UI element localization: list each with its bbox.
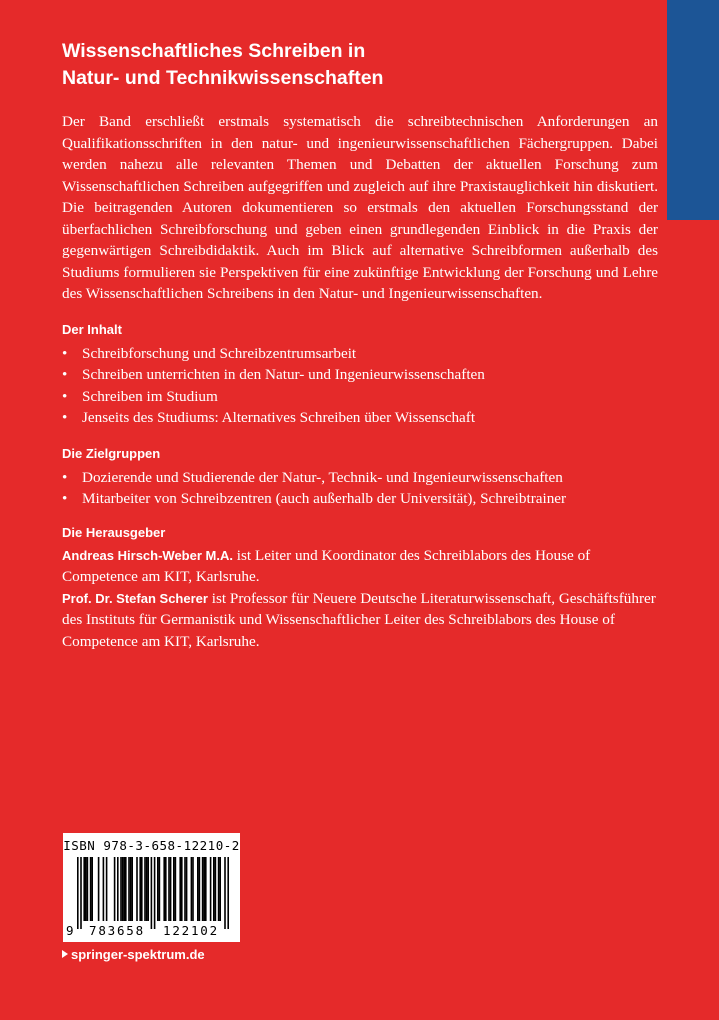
bullet-icon: • [62, 490, 68, 507]
barcode-bar [98, 857, 100, 921]
barcode-bar [205, 857, 207, 921]
website-label: springer-spektrum.de [71, 947, 205, 962]
contents-list [62, 343, 658, 429]
barcode-bar [197, 857, 199, 921]
list-item: • Schreibforschung und Schreibzentrumsarbeit [62, 343, 658, 365]
barcode-bar [192, 857, 194, 921]
barcode-bar [199, 857, 201, 921]
barcode-bar [173, 857, 175, 921]
arrow-right-icon [62, 950, 68, 958]
barcode-bar [144, 857, 146, 921]
barcode-bar [103, 857, 105, 921]
barcode-bar [179, 857, 181, 921]
barcode-bar [163, 857, 165, 921]
editor-name: Andreas Hirsch-Weber M.A. [62, 547, 233, 563]
barcode-bar [224, 857, 226, 929]
barcode-bar [90, 857, 92, 921]
barcode-bar [215, 857, 217, 921]
editor-bio: ist Leiter und Koordinator des Schreiblabors des House of Competence am KIT, Karlsruhe. [62, 546, 591, 585]
editor-bio: ist Professor für Neuere Deutsche Literaturwissenschaft, Geschäftsführer des Instituts für Germanistik und Wissenschaftlicher Leiter des Schreiblabors des House of Competence am KIT, Karlsruhe. [62, 589, 656, 650]
barcode-bar [147, 857, 149, 921]
isbn-label: ISBN 978-3-658-12210-2 [63, 838, 240, 853]
bullet-icon: • [62, 409, 68, 426]
target-groups-heading: Die Zielgruppen [62, 445, 161, 461]
barcode-bar [91, 857, 93, 921]
list-item: • Schreiben unterrichten in den Natur- und Ingenieurwissenschaften [62, 364, 658, 386]
barcode-bar [120, 857, 122, 921]
editor-name: Prof. Dr. Stefan Scherer [62, 590, 208, 606]
barcode-bar [87, 857, 89, 921]
barcode-bar [117, 857, 119, 921]
isbn-barcode [63, 833, 240, 942]
barcode-bar [136, 857, 138, 921]
bullet-icon: • [62, 387, 68, 405]
barcode-bar [186, 857, 188, 921]
barcode-bar [128, 857, 130, 921]
editor-entry [62, 545, 658, 588]
barcode-bar [202, 857, 204, 921]
barcode-bar [151, 857, 153, 929]
barcode-bar [141, 857, 143, 921]
barcode-bar [123, 857, 125, 921]
barcode-bar [159, 857, 161, 921]
barcode-bar [227, 857, 229, 929]
barcode-bar [131, 857, 133, 921]
intro-paragraph: Der Band erschließt erstmals systematisch die schreibtechnischen Anforderungen an Qualifikationsschriften in den natur- und ingenieurwissenschaftlichen Fächergruppen. Dabei werden nahezu alle relevanten Themen und Debatten der aktuellen Forschung zum Wissenschaftlichen Schreiben aufgegriffen und zugleich auf ihre Praxistauglichkeit hin diskutiert. Die beitragenden Autoren dokumentieren so erstmals den aktuellen Forschungsstand der überfachlichen Schreibforschung und geben einen grundlegenden Einblick in die Praxis der gegenwärtigen Schreibdidaktik. Auch im Blick auf alternative Schreibformen außerhalb des Studiums formulieren sie Perspektiven für eine zukünftige Entwicklung der Forschung und Lehre des Wissenschaftlichen Schreibens in den Natur- und Ingenieurwissenschaften. [62, 113, 658, 302]
back-cover-content [62, 111, 658, 652]
publisher-website[interactable] [62, 947, 205, 962]
barcode-bar [106, 857, 108, 921]
barcode-bar [219, 857, 221, 921]
list-item: • Schreiben im Studium [62, 386, 658, 408]
barcode-bar [139, 857, 141, 921]
barcode-bar [77, 857, 79, 929]
barcode-bar [181, 857, 183, 921]
barcode-bar [80, 857, 82, 929]
barcode-bar [154, 857, 156, 929]
list-item: • Dozierende und Studierende der Natur-, Technik- und Ingenieurwissenschaften [62, 467, 658, 489]
barcode-bar [114, 857, 116, 921]
barcode-bar [125, 857, 127, 921]
barcode-bar [122, 857, 124, 921]
barcode-bar [175, 857, 177, 921]
bullet-icon: • [62, 344, 68, 362]
barcode-bar [168, 857, 170, 921]
barcode-right-digits: 122102 [163, 923, 219, 938]
contents-heading: Der Inhalt [62, 321, 122, 337]
barcode-bar [191, 857, 193, 921]
blue-accent-band [667, 0, 719, 220]
barcode-bar [146, 857, 148, 921]
list-item: • Mitarbeiter von Schreibzentren (auch außerhalb der Universität), Schreibtrainer [62, 488, 658, 510]
barcode-bar [83, 857, 85, 921]
barcode-bar [203, 857, 205, 921]
barcode-digits [63, 923, 240, 939]
barcode-bar [157, 857, 159, 921]
barcode-bar [130, 857, 132, 921]
target-groups-list [62, 467, 658, 510]
barcode-left-digits: 783658 [89, 923, 145, 938]
barcode-bar [184, 857, 186, 921]
barcode-bar [213, 857, 215, 921]
barcode-bar [165, 857, 167, 921]
barcode-bars-icon [69, 857, 234, 929]
title-line-1: Wissenschaftliches Schreiben in [62, 40, 366, 62]
editors-heading: Die Herausgeber [62, 524, 166, 540]
editor-entry [62, 588, 658, 653]
bullet-icon: • [62, 366, 68, 383]
barcode-bar [170, 857, 172, 921]
barcode-bar [85, 857, 87, 921]
title-line-2: Natur- und Technikwissenschaften [62, 67, 384, 89]
list-item: • Jenseits des Studiums: Alternatives Schreiben über Wissenschaft [62, 407, 658, 429]
book-title [62, 38, 622, 92]
barcode-bar [210, 857, 212, 921]
barcode-bar [218, 857, 220, 921]
barcode-first-digit: 9 [66, 923, 74, 938]
bullet-icon: • [62, 468, 68, 486]
